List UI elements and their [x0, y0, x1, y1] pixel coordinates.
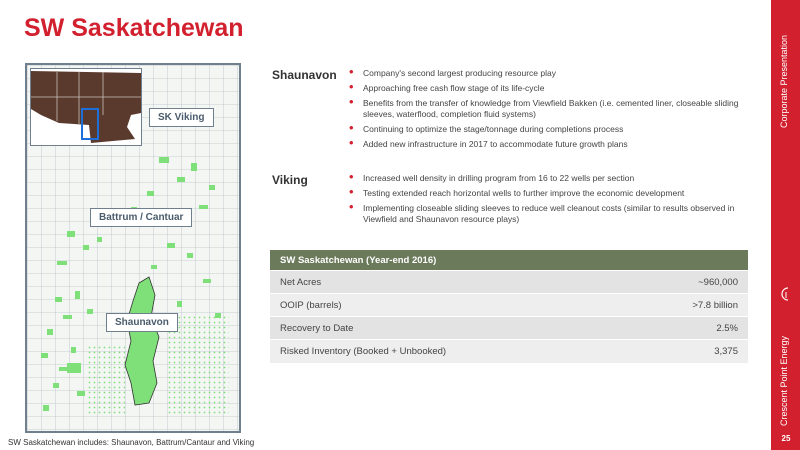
province-inset-map: [30, 68, 142, 146]
bullet: • Testing extended reach horizontal wells to further improve the economic development: [345, 188, 760, 199]
inset-graphic: [31, 69, 141, 145]
page-number: 25: [781, 434, 791, 443]
sidebar-company-name: Crescent Point Energy: [779, 335, 789, 426]
map-label-sk-viking: SK Viking: [149, 108, 214, 127]
row-value: 3,375: [623, 340, 748, 363]
section-heading-shaunavon: Shaunavon: [272, 68, 337, 82]
row-value: >7.8 billion: [623, 294, 748, 317]
page-title: SW Saskatchewan: [24, 14, 244, 42]
summary-table: [270, 250, 748, 363]
bullet: • Approaching free cash flow stage of its life-cycle: [345, 83, 760, 94]
bullet: • Company's second largest producing resource play: [345, 68, 760, 79]
crescent-logo-icon: [778, 286, 794, 302]
map-label-battrum-cantuar: Battrum / Cantuar: [90, 208, 192, 227]
table-row: [270, 294, 748, 317]
table-header: SW Saskatchewan (Year-end 2016): [270, 250, 748, 271]
row-label: Risked Inventory (Booked + Unbooked): [270, 340, 623, 363]
row-label: Recovery to Date: [270, 317, 623, 340]
bullet: • Implementing closeable sliding sleeves to reduce well cleanout costs (similar to results observed in Viewfield and Shaunavon resource plays): [345, 203, 760, 225]
bullet: • Increased well density in drilling program from 16 to 22 wells per section: [345, 173, 760, 184]
viking-bullets: [345, 173, 760, 229]
table-row: [270, 271, 748, 294]
sw-saskatchewan-map: [25, 63, 241, 433]
map-label-shaunavon: Shaunavon: [106, 313, 178, 332]
row-label: OOIP (barrels): [270, 294, 623, 317]
row-label: Net Acres: [270, 271, 623, 294]
bullet: • Continuing to optimize the stage/tonnage during completions process: [345, 124, 760, 135]
sidebar-presentation-title: Corporate Presentation: [779, 34, 789, 128]
footnote: SW Saskatchewan includes: Shaunavon, Battrum/Cantaur and Viking: [8, 438, 255, 447]
section-heading-viking: Viking: [272, 173, 308, 187]
row-value: ~960,000: [623, 271, 748, 294]
bullet: • Benefits from the transfer of knowledge from Viewfield Bakken (i.e. cemented liner, closeable sliding sleeves, waterflood, completion fluid systems): [345, 98, 760, 120]
row-value: 2.5%: [623, 317, 748, 340]
bullet: • Added new infrastructure in 2017 to accommodate future growth plans: [345, 139, 760, 150]
table-row: [270, 340, 748, 363]
table-row: [270, 317, 748, 340]
shaunavon-bullets: [345, 68, 760, 154]
